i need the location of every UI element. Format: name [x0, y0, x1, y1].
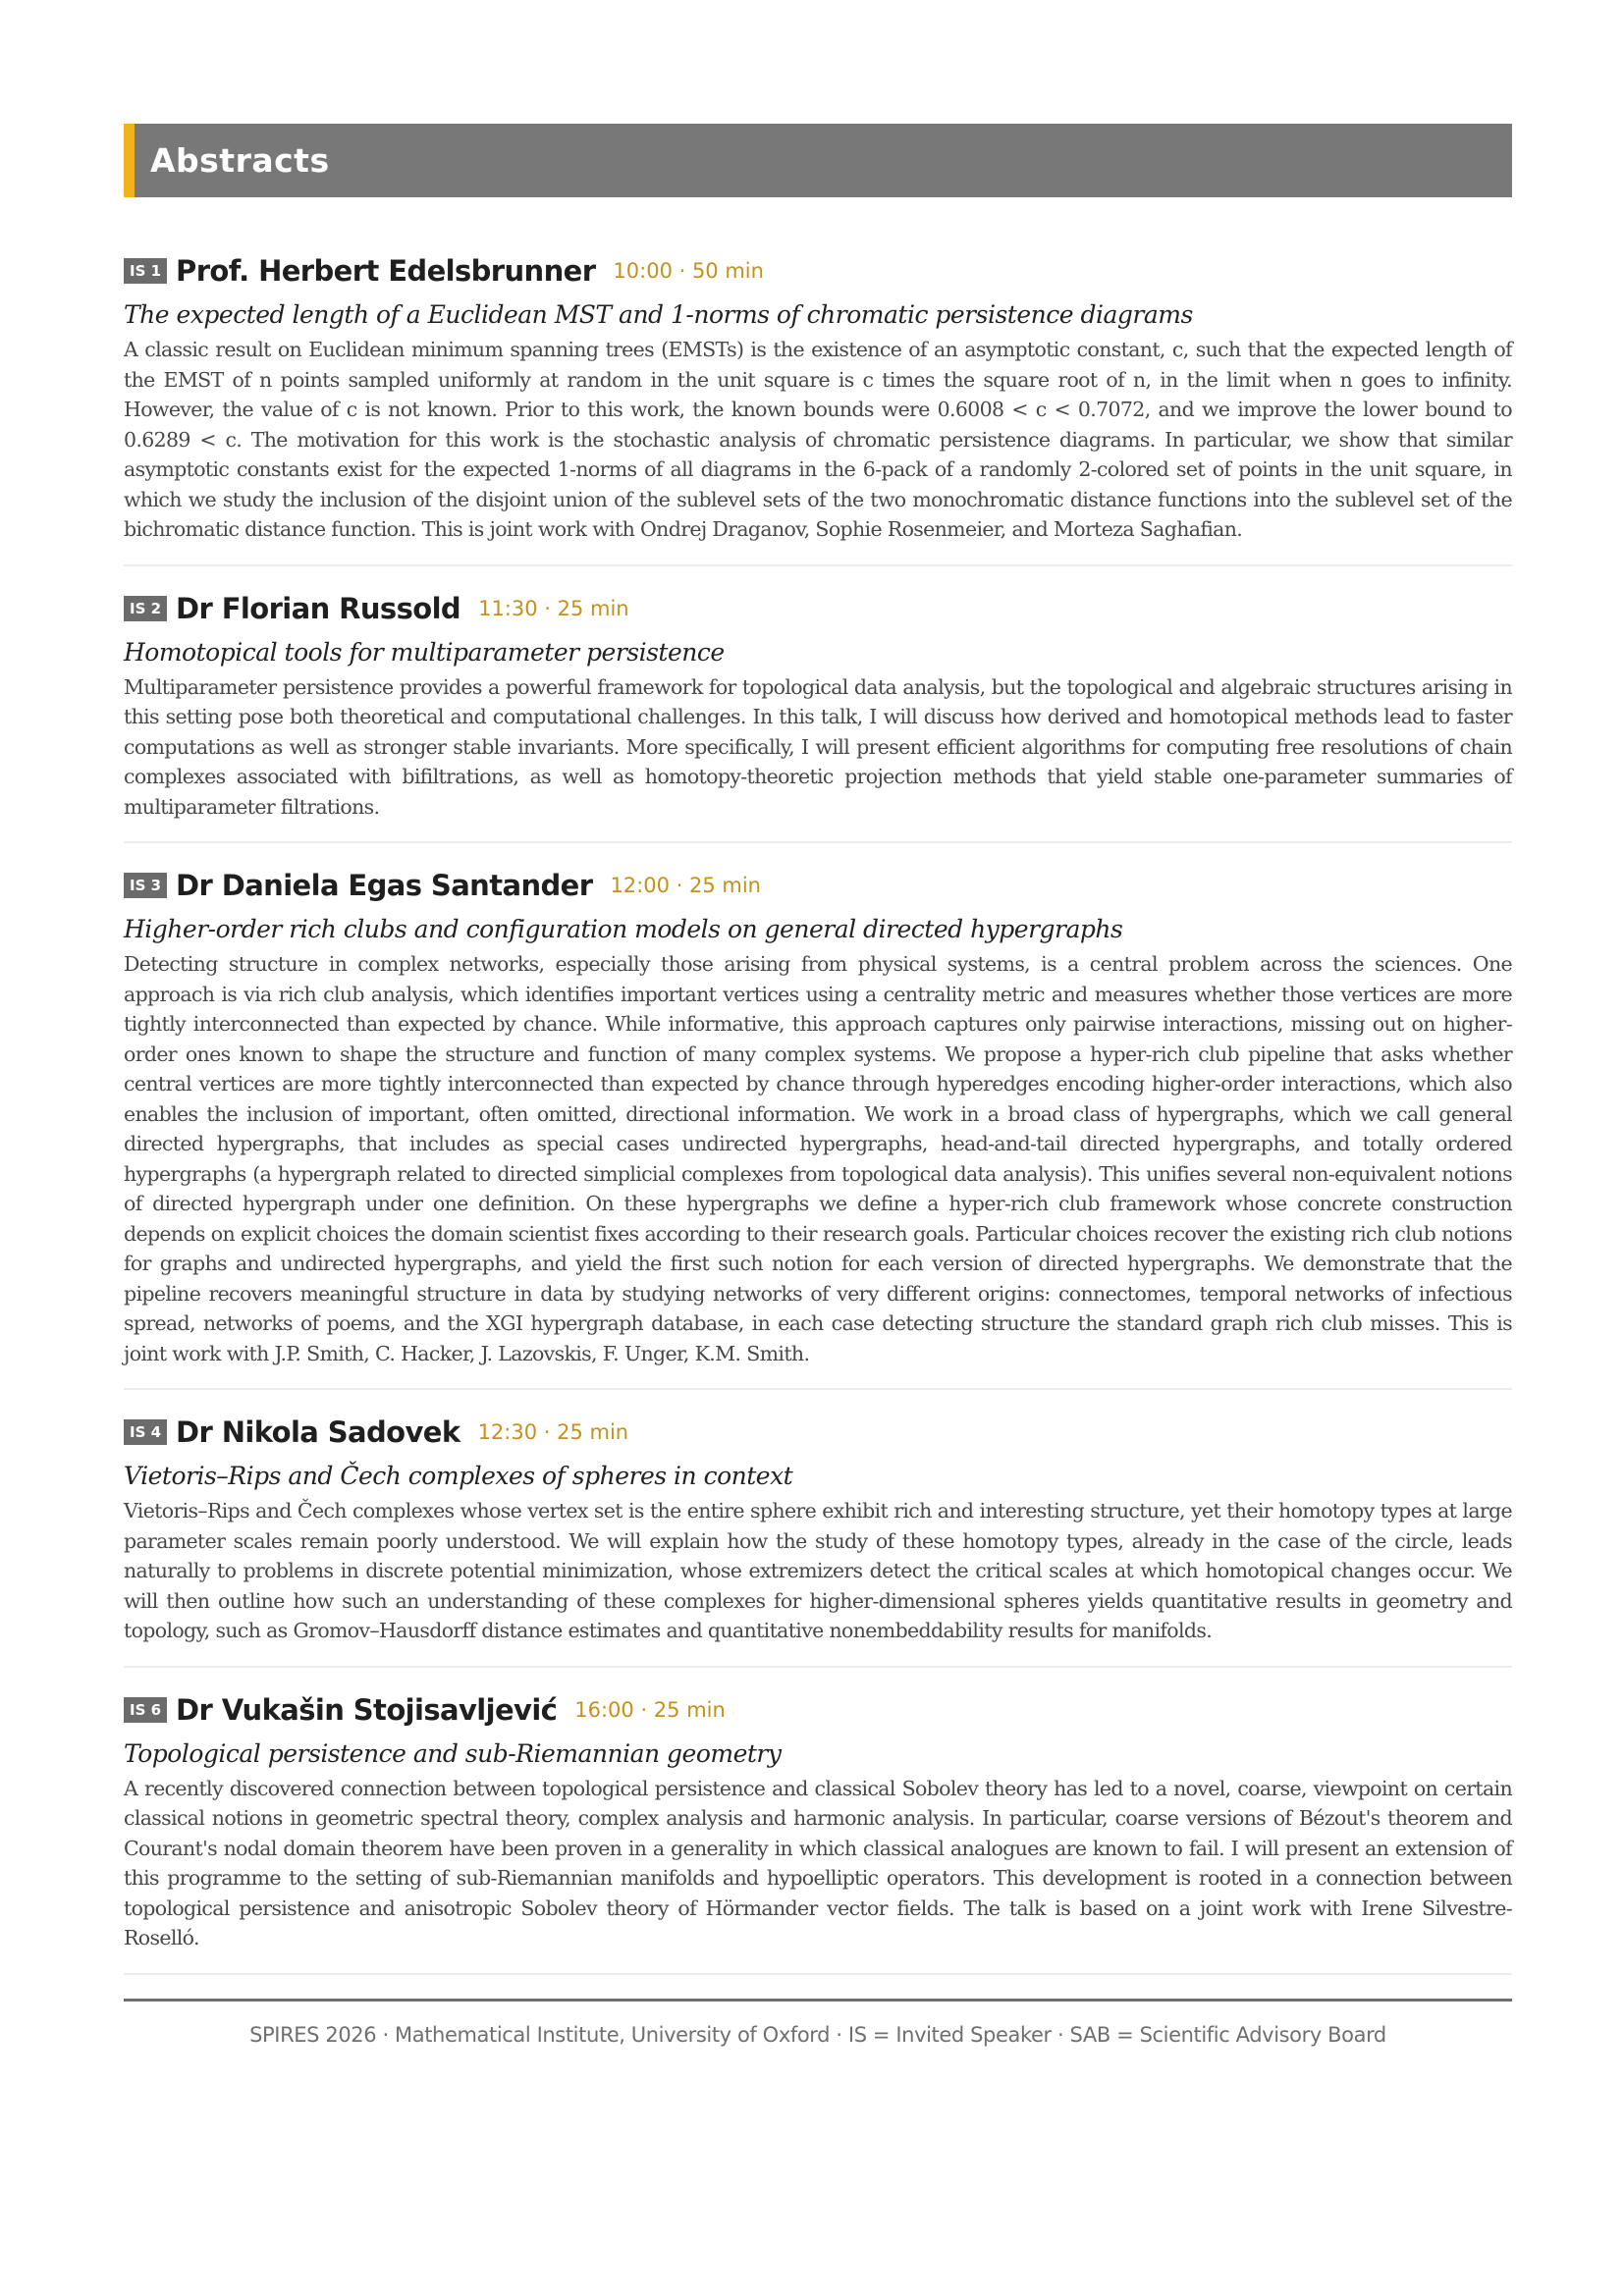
speaker-name: Dr Vukašin Stojisavljević	[176, 1692, 558, 1727]
abstract-entry	[124, 867, 1512, 1390]
abstract-text: A classic result on Euclidean minimum spanning trees (EMSTs) is the existence of an asymptotic constant, c, such that the expected length of the EMST of n points sampled uniformly at random in the unit square is c times the square root of n, in the limit when n goes to infinity. However, the value of c is not known. Prior to this work, the known bounds were 0.6008 < c < 0.7072, and we improve the lower bound to 0.6289 < c. The motivation for this work is the stochastic analysis of chromatic persistence diagrams. In particular, we show that similar asymptotic constants exist for the expected 1-norms of all diagrams in the 6-pack of a randomly 2-colored set of points in the unit square, in which we study the inclusion of the disjoint union of the sublevel sets of the two monochromatic distance functions into the sublevel set of the bichromatic distance function. This is joint work with Ondrej Draganov, Sophie Rosenmeier, and Morteza Saghafian.	[124, 338, 1512, 541]
talk-time: 16:00 · 25 min	[574, 1697, 726, 1722]
entry-header	[124, 1414, 1512, 1451]
speaker-name: Dr Daniela Egas Santander	[176, 869, 593, 902]
abstract-entry	[124, 1414, 1512, 1668]
section-banner	[124, 124, 1512, 197]
abstract-text: Detecting structure in complex networks, especially those arising from physical systems, is a central problem across the sciences. One approach is via rich club analysis, which identifies important vertices using a centrality metric and measures whether those vertices are more tightly interconnected than expected by chance. While informative, this approach captures only pairwise interactions, missing out on higher-order ones known to shape the structure and function of many complex systems. We propose a hyper-rich club pipeline that asks whether central vertices are more tightly interconnected than expected by chance through hyperedges encoding higher-order interactions, which also enables the inclusion of important, often omitted, directional information. We work in a broad class of hypergraphs, which we call general directed hypergraphs, that includes as special cases undirected hypergraphs, head-and-tail directed hypergraphs, and totally ordered hypergraphs (a hypergraph related to directed simplicial complexes from topological data analysis). This unifies several non-equivalent notions of directed hypergraph under one definition. On these hypergraphs we define a hyper-rich club framework whose concrete construction depends on explicit choices the domain scientist fixes according to their research goals. Particular choices recover the existing rich club notions for graphs and undirected hypergraphs, and yield the first such notion for each version of directed hypergraphs. We demonstrate that the pipeline recovers meaningful structure in data by studying networks of very different origins: connectomes, temporal networks of infectious spread, networks of poems, and the XGI hypergraph database, in each case detecting structure the standard graph rich club misses. This is joint work with J.P. Smith, C. Hacker, J. Lazovskis, F. Unger, K.M. Smith.	[124, 952, 1512, 1365]
entry-header	[124, 252, 1512, 290]
section-title: Abstracts	[150, 141, 330, 180]
abstract-text: Vietoris–Rips and Čech complexes whose vertex set is the entire sphere exhibit rich and interesting structure, yet their homotopy types at large parameter scales remain poorly understood. We will explain how the study of these homotopy types, already in the case of the circle, leads naturally to problems in discrete potential minimization, whose extremizers detect the critical scales at which homotopical changes occur. We will then outline how such an understanding of these complexes for higher-dimensional spheres yields quantitative results in geometry and topology, such as Gromov–Hausdorff distance estimates and quantitative nonembeddability results for manifolds.	[124, 1499, 1512, 1642]
speaker-badge: IS 3	[124, 873, 167, 898]
talk-time: 11:30 · 25 min	[478, 596, 629, 620]
page	[124, 124, 1512, 2047]
abstract-entry	[124, 1691, 1512, 1975]
talk-time: 12:00 · 25 min	[610, 874, 761, 897]
speaker-badge: IS 2	[124, 596, 167, 621]
footer-divider	[124, 1999, 1512, 2002]
talk-title: Vietoris–Rips and Čech complexes of spheres in context	[124, 1462, 793, 1490]
entry-header	[124, 590, 1512, 627]
speaker-badge: IS 4	[124, 1419, 167, 1445]
speaker-name: Prof. Herbert Edelsbrunner	[176, 254, 596, 288]
speaker-name: Dr Nikola Sadovek	[176, 1415, 460, 1449]
abstract-list	[124, 252, 1512, 1975]
talk-time: 12:30 · 25 min	[477, 1420, 629, 1444]
talk-time: 10:00 · 50 min	[613, 259, 764, 283]
entry-header	[124, 1691, 1512, 1729]
abstract-text: A recently discovered connection between topological persistence and classical Sobolev theory has led to a novel, coarse, viewpoint on certain classical notions in geometric spectral theory, complex analysis and harmonic analysis. In particular, coarse versions of Bézout's theorem and Courant's nodal domain theorem have been proven in a generality in which classical analogues are known to fail. I will present an extension of this programme to the setting of sub-Riemannian manifolds and hypoelliptic operators. This development is rooted in a connection between topological persistence and anisotropic Sobolev theory of Hörmander vector fields. The talk is based on a joint work with Irene Silvestre-Roselló.	[124, 1776, 1512, 1949]
entry-header	[124, 867, 1512, 904]
talk-title: Higher-order rich clubs and configuration models on general directed hypergraphs	[124, 915, 1123, 943]
page-footer: SPIRES 2026 · Mathematical Institute, University of Oxford · IS = Invited Speaker · SAB = Scientific Advisory Board	[249, 2022, 1386, 2047]
abstract-text: Multiparameter persistence provides a powerful framework for topological data analysis, but the topological and algebraic structures arising in this setting pose both theoretical and computational challenges. In this talk, I will discuss how derived and homotopical methods lead to faster computations as well as stronger stable invariants. More specifically, I will present efficient algorithms for computing free resolutions of chain complexes associated with bifiltrations, as well as homotopy-theoretic projection methods that yield stable one-parameter summaries of multiparameter filtrations.	[124, 674, 1512, 819]
talk-title: Homotopical tools for multiparameter persistence	[124, 637, 725, 667]
speaker-badge: IS 6	[124, 1697, 167, 1723]
speaker-name: Dr Florian Russold	[176, 591, 461, 625]
abstract-entry	[124, 252, 1512, 566]
abstract-entry	[124, 590, 1512, 844]
talk-title: Topological persistence and sub-Riemannian geometry	[124, 1738, 782, 1768]
talk-title: The expected length of a Euclidean MST and 1-norms of chromatic persistence diagrams	[124, 300, 1193, 329]
speaker-badge: IS 1	[124, 258, 167, 284]
